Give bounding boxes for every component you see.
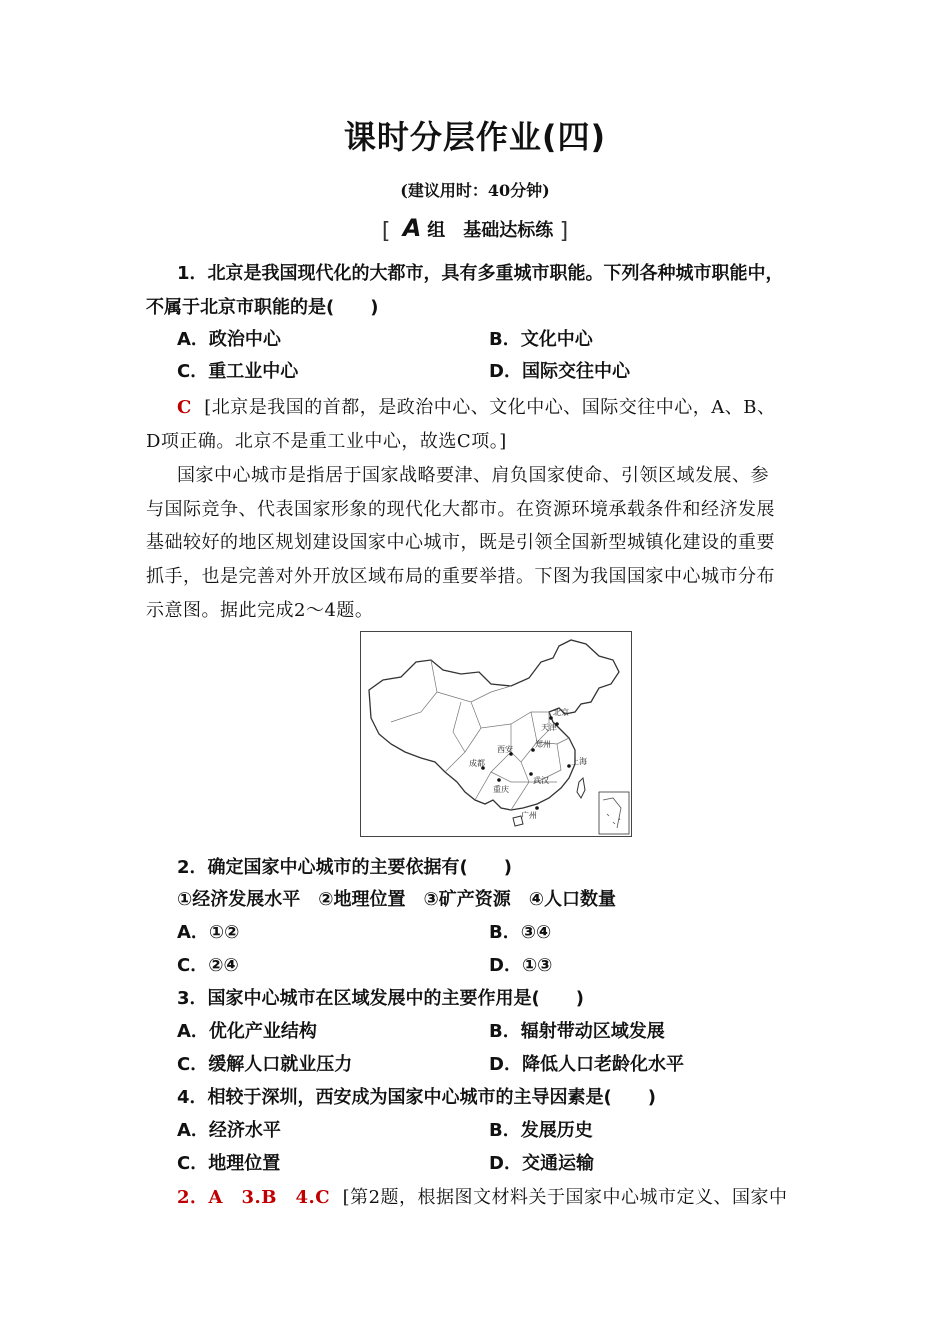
map-svg bbox=[361, 632, 631, 836]
inset-coast bbox=[603, 798, 621, 828]
group-letter: A bbox=[402, 214, 422, 242]
answers-line bbox=[177, 1183, 857, 1209]
bracket-right: ] bbox=[559, 219, 569, 244]
q1-option-a: A．政治中心 bbox=[177, 329, 281, 350]
time-note: (建议用时：40分钟) bbox=[400, 181, 550, 200]
q2-option-c: C．②④ bbox=[177, 955, 239, 976]
q2-items: ①经济发展水平 ②地理位置 ③矿产资源 ④人口数量 bbox=[177, 889, 616, 910]
q3-option-a: A．优化产业结构 bbox=[177, 1021, 317, 1042]
q3-stem: 3．国家中心城市在区域发展中的主要作用是( ) bbox=[177, 988, 584, 1009]
city-label-wuhan: 武汉 bbox=[533, 776, 549, 785]
answer-explanation: [第2题，根据图文材料关于国家中心城市定义、国家中 bbox=[342, 1187, 788, 1208]
q1-explanation-line2: D项正确。北京不是重工业中心，故选C项。] bbox=[146, 431, 507, 452]
q4-stem: 4．相较于深圳，西安成为国家中心城市的主导因素是( ) bbox=[177, 1087, 656, 1108]
q1-explanation-text: [北京是我国的首都，是政治中心、文化中心、国际交往中心，A、B、 bbox=[204, 397, 776, 418]
taiwan-island bbox=[577, 778, 585, 798]
city-label-chengdu: 成都 bbox=[469, 759, 485, 768]
passage-line: 国家中心城市是指居于国家战略要津、肩负国家使命、引领区域发展、参 bbox=[177, 465, 769, 486]
q3-option-d: D．降低人口老龄化水平 bbox=[489, 1054, 684, 1075]
q1-option-c: C．重工业中心 bbox=[177, 361, 299, 382]
q4-option-c: C．地理位置 bbox=[177, 1153, 281, 1174]
q2-stem: 2．确定国家中心城市的主要依据有( ) bbox=[177, 857, 512, 878]
province-boundaries bbox=[391, 660, 569, 810]
group-label: 组 基础达标练 bbox=[427, 220, 554, 241]
city-label-tianjin: 天津 bbox=[541, 723, 557, 732]
q1-stem-line1: 1．北京是我国现代化的大都市，具有多重城市职能。下列各种城市职能中， bbox=[177, 263, 784, 284]
q4-option-b: B．发展历史 bbox=[489, 1120, 593, 1141]
page-title: 课时分层作业(四) bbox=[343, 118, 607, 156]
q2-option-b: B．③④ bbox=[489, 922, 552, 943]
passage-line: 与国际竞争、代表国家形象的现代化大都市。在资源环境承载条件和经济发展 bbox=[146, 499, 775, 520]
city-label-beijing: 北京 bbox=[553, 708, 569, 717]
city-dot-guangzhou bbox=[535, 806, 539, 810]
q4-option-d: D．交通运输 bbox=[489, 1153, 594, 1174]
q1-stem-line2: 不属于北京市职能的是( ) bbox=[146, 297, 379, 318]
q1-answer: C bbox=[177, 397, 192, 418]
q1-explanation-line1 bbox=[177, 393, 857, 419]
city-label-chongqing: 重庆 bbox=[493, 785, 509, 794]
group-heading bbox=[0, 214, 950, 244]
q4-option-a: A．经济水平 bbox=[177, 1120, 281, 1141]
answer-keys: 2．A 3.B 4.C bbox=[177, 1187, 331, 1208]
q2-option-a: A．①② bbox=[177, 922, 240, 943]
q2-option-d: D．①③ bbox=[489, 955, 553, 976]
city-label-guangzhou: 广州 bbox=[521, 811, 537, 820]
china-national-central-cities-map bbox=[360, 631, 632, 837]
q1-option-d: D．国际交往中心 bbox=[489, 361, 630, 382]
city-dot-chongqing bbox=[497, 778, 501, 782]
city-label-xian: 西安 bbox=[497, 745, 513, 754]
passage-line: 抓手，也是完善对外开放区域布局的重要举措。下图为我国国家中心城市分布 bbox=[146, 566, 775, 587]
city-label-shanghai: 上海 bbox=[571, 757, 587, 766]
passage-line: 示意图。据此完成2～4题。 bbox=[146, 600, 374, 621]
q3-option-c: C．缓解人口就业压力 bbox=[177, 1054, 353, 1075]
south-china-sea-inset bbox=[599, 792, 629, 834]
city-label-zhengzhou: 郑州 bbox=[535, 740, 551, 749]
bracket-left: [ bbox=[381, 219, 391, 244]
q3-option-b: B．辐射带动区域发展 bbox=[489, 1021, 665, 1042]
q1-option-b: B．文化中心 bbox=[489, 329, 593, 350]
passage-line: 基础较好的地区规划建设国家中心城市，既是引领全国新型城镇化建设的重要 bbox=[146, 532, 775, 553]
